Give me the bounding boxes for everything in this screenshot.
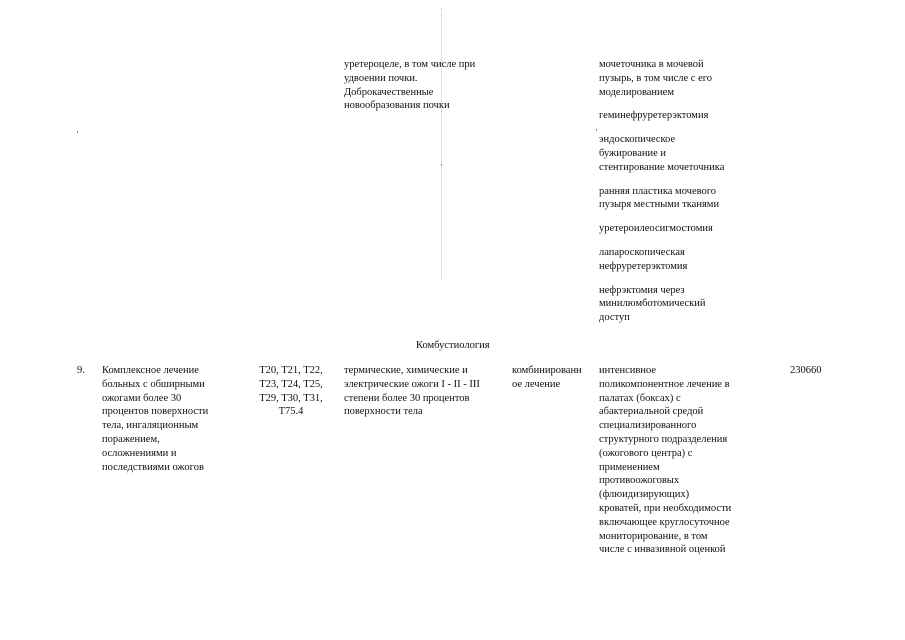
row-treatment-type [512,364,582,392]
text-line: ранняя пластика мочевого [599,185,717,197]
scan-speck [77,131,78,133]
scan-fold-line [441,8,442,280]
text-line: лапароскопическая [599,246,685,258]
section-title: Комбустиология [416,340,490,351]
text-line: T23, T24, T25, [259,378,323,390]
method-item [599,185,724,213]
row-model [344,364,480,419]
text-line: мочеточника в мочевой [599,59,704,70]
text-line: мониторирование, в том [599,530,708,542]
text-line: новообразования почки [344,100,450,112]
text-line: T20, T21, T22, [259,365,323,376]
text-line: доступ [599,312,630,324]
text-line: Доброкачественные [344,86,434,98]
text-line: больных с обширными [102,378,205,390]
text-line: интенсивное [599,365,657,376]
text-line: пузырь, в том числе с его [599,72,713,84]
text-line: степени более 30 процентов [344,392,470,404]
text-line: процентов поверхности [102,406,209,418]
text-line: электрические ожоги I - II - III [344,378,480,390]
scan-speck [596,129,597,131]
text-line: стентирование мочеточника [599,161,725,173]
scan-speck [441,164,442,166]
text-line: ое лечение [512,378,561,390]
text-line: кроватей, при необходимости [599,502,732,514]
text-line: поверхности тела [344,406,423,418]
text-line: последствиями ожогов [102,461,204,473]
text-line: удвоении почки. [344,72,418,84]
text-line: эндоскопическое [599,134,676,146]
text-line: T29, T30, T31, [259,392,323,404]
text-line: поликомпонентное лечение в [599,378,730,390]
text-line: нефруретерэктомия [599,260,688,272]
text-line: уретероцеле, в том числе при [344,59,476,70]
text-line: T75.4 [278,406,304,418]
text-line: осложнениями и [102,447,177,459]
method-item [599,246,724,274]
row-method [599,364,731,557]
diagnosis-continuation [344,58,475,113]
text-line: (ожогового центра) с [599,447,693,459]
text-line: тела, ингаляционным [102,420,199,432]
text-line: противоожоговых [599,475,680,487]
text-line: (флюидизирующих) [599,489,690,501]
method-item [599,284,724,325]
row-name [102,364,208,474]
method-item [599,222,724,236]
methods-continuation [599,58,724,335]
text-line: нефрэктомия через [599,284,685,296]
text-line: поражением, [102,433,160,445]
text-line: пузыря местными тканями [599,199,720,211]
text-line: применением [599,461,660,473]
text-line: структурного подразделения [599,433,728,445]
row-codes [252,364,330,419]
text-line: минилюмботомический [599,298,706,310]
text-line: абактериальной средой [599,406,704,418]
text-line: моделированием [599,86,674,98]
text-line: ожогами более 30 [102,392,182,404]
row-number: 9. [77,365,85,376]
text-line: палатах (боксах) с [599,392,681,404]
text-line: числе с инвазивной оценкой [599,544,726,556]
method-item [599,109,724,123]
row-cost: 230660 [790,365,822,376]
method-item [599,58,724,99]
text-line: бужирование и [599,147,667,159]
text-line: специализированного [599,420,697,432]
text-line: уретероилеосигмостомия [599,223,713,235]
method-item [599,133,724,174]
text-line: термические, химические и [344,365,468,376]
text-line: Комплексное лечение [102,365,199,376]
text-line: комбинированн [512,365,582,376]
text-line: геминефруретерэктомия [599,110,709,122]
text-line: включающее круглосуточное [599,516,730,528]
